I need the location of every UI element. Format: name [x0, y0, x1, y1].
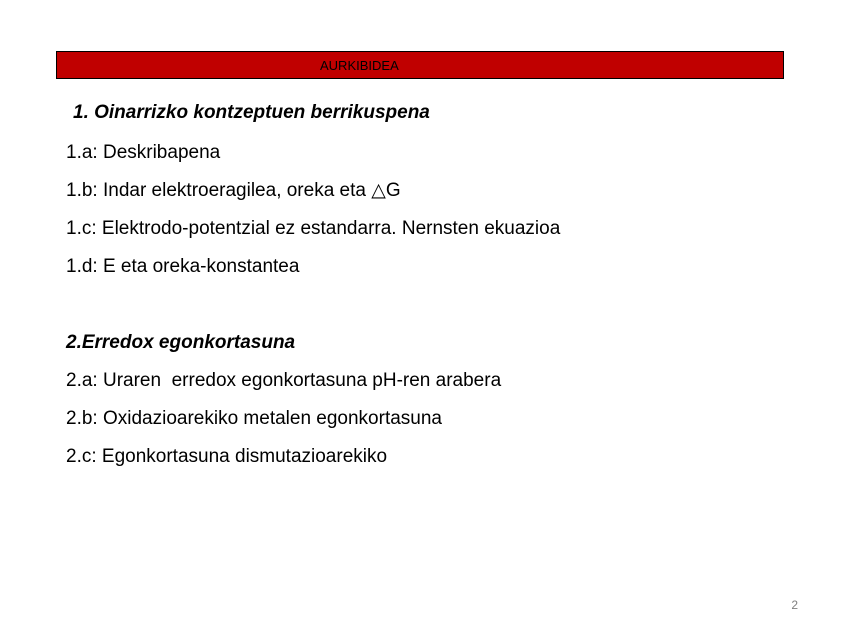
list-item: 2.b: Oxidazioarekiko metalen egonkortasuna [66, 408, 443, 429]
list-item: 1.d: E eta oreka-konstantea [66, 256, 300, 277]
section-title-1: 1. Oinarrizko kontzeptuen berrikuspena [73, 102, 430, 123]
list-item: 1.a: Deskribapena [66, 142, 221, 163]
header-bar [56, 51, 784, 79]
list-item: 1.c: Elektrodo-potentzial ez estandarra. Nernsten ekuazioa [66, 218, 561, 239]
page-number: 2 [791, 598, 798, 612]
section-title-2: 2.Erredox egonkortasuna [66, 332, 296, 353]
list-item: 2.a: Uraren erredox egonkortasuna pH-ren arabera [66, 370, 502, 391]
list-item: 1.b: Indar elektroeragilea, oreka eta △G [66, 180, 401, 201]
list-item: 2.c: Egonkortasuna dismutazioarekiko [66, 446, 388, 467]
header-title: AURKIBIDEA [320, 58, 399, 73]
